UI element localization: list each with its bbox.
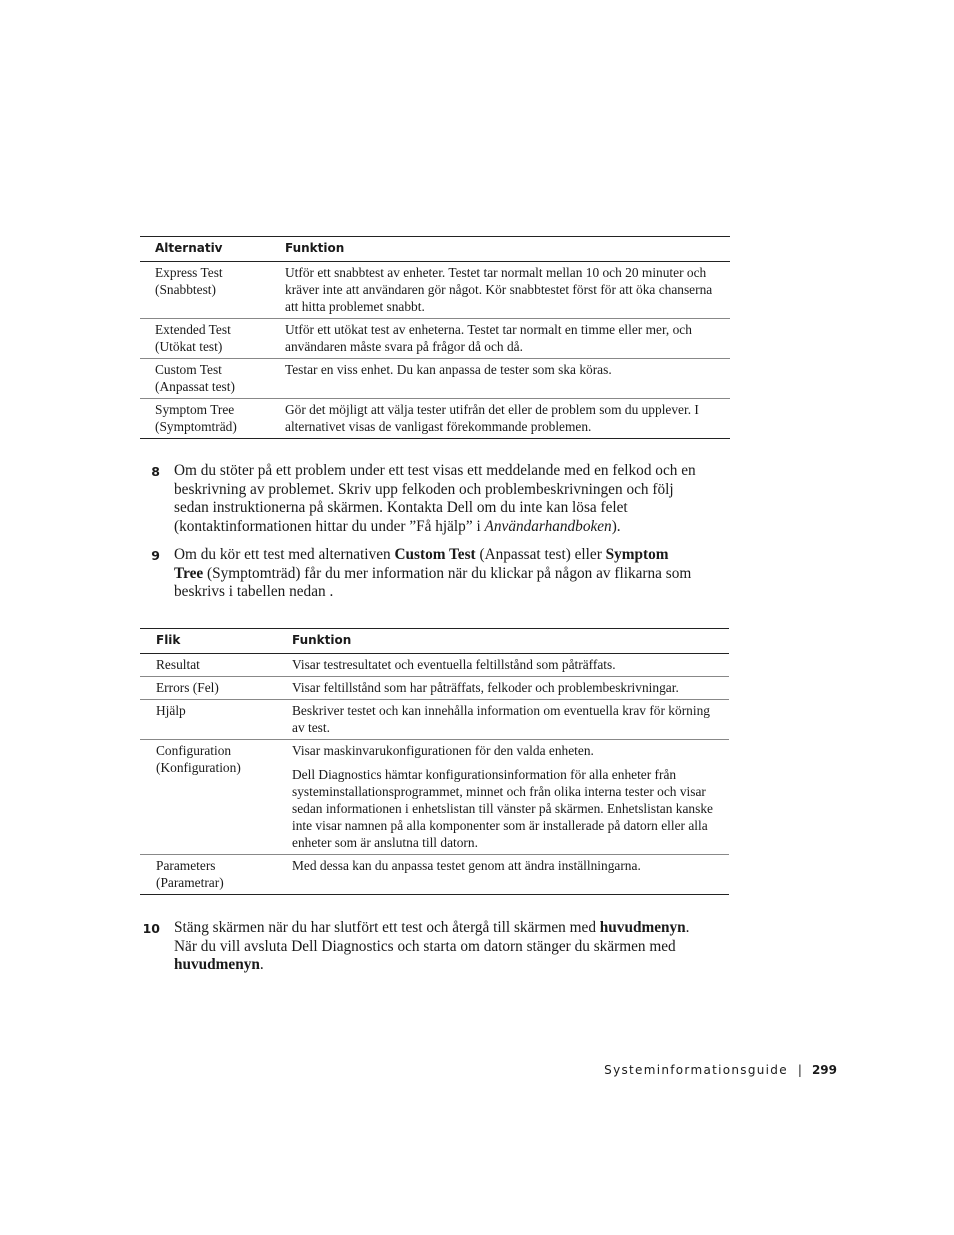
tab-cell: [140, 700, 292, 740]
step-9: [140, 546, 700, 602]
tab-cell: [140, 654, 292, 677]
tab-name: Resultat: [156, 657, 200, 672]
function-cell: [292, 740, 729, 855]
document-reference: Användarhandboken: [484, 517, 612, 535]
option-name: Custom Test: [155, 362, 222, 377]
option-term: Custom Test: [394, 546, 476, 563]
option-translation: (Symptomträd): [155, 419, 237, 434]
function-cell: [292, 700, 729, 740]
option-cell: [140, 359, 285, 399]
option-name: Express Test: [155, 265, 223, 280]
function-cell: Utför ett utökat test av enheterna. Testet tar normalt en timme eller mer, och användaren måste svara på frågor då och då.: [285, 319, 730, 359]
step-text-part: (Symptomträd) får du mer information när du klickar på någon av flikarna som beskrivs i tabellen nedan .: [174, 564, 692, 600]
option-cell: [140, 319, 285, 359]
function-cell: Gör det möjligt att välja tester utifrån det eller de problem som du upplever. I alternativet visas de vanligast förekommande problemen.: [285, 399, 730, 439]
column-header: Alternativ: [140, 237, 285, 262]
step-text-part: Stäng skärmen när du har slutfört ett test och återgå till skärmen med: [174, 919, 600, 936]
table-row: [140, 319, 730, 359]
option-translation: (Anpassat test): [155, 379, 235, 394]
step-8: [140, 462, 700, 536]
table-header-row: [140, 629, 729, 654]
step-number: 10: [142, 921, 160, 936]
option-translation: (Snabbtest): [155, 282, 216, 297]
options-table: [140, 236, 730, 439]
menu-term: huvudmenyn: [174, 956, 260, 973]
function-cell: [292, 855, 729, 895]
step-10: [140, 919, 700, 975]
tabs-table: [140, 628, 729, 895]
option-name: Extended Test: [155, 322, 231, 337]
option-cell: [140, 262, 285, 319]
step-text-part: ).: [611, 517, 621, 535]
table-row: [140, 700, 729, 740]
function-text: Visar maskinvarukonfigurationen för den valda enheten.: [292, 743, 594, 758]
tab-cell: [140, 855, 292, 895]
function-text: Med dessa kan du anpassa testet genom att ändra inställningarna.: [292, 858, 641, 873]
page-number: 299: [811, 1063, 837, 1077]
option-name: Symptom Tree: [155, 402, 235, 417]
function-text: Visar feltillstånd som har påträffats, felkoder och problembeskrivningar.: [292, 680, 679, 695]
step-text: [174, 919, 700, 975]
tab-cell: [140, 677, 292, 700]
footer-title: Systeminformationsguide: [604, 1063, 788, 1077]
step-number: 8: [151, 464, 160, 479]
tab-name: Hjälp: [156, 703, 186, 718]
tab-name: Parameters: [156, 858, 216, 873]
function-text: Beskriver testet och kan innehålla information om eventuella krav för körning av test.: [292, 703, 710, 735]
step-text: [174, 462, 700, 536]
page-footer: [560, 1063, 837, 1077]
menu-term: huvudmenyn: [599, 919, 686, 936]
tab-cell: [140, 740, 292, 855]
table-row: [140, 677, 729, 700]
option-translation: (Utökat test): [155, 339, 223, 354]
tab-name: Errors (Fel): [156, 680, 219, 695]
step-text-part: (Anpassat test) eller: [475, 546, 606, 563]
step-text-part: Om du kör ett test med alternativen: [174, 546, 395, 563]
column-header: Funktion: [292, 629, 729, 654]
table-row: [140, 855, 729, 895]
function-cell: [292, 677, 729, 700]
step-number: 9: [151, 548, 160, 563]
step-text: [174, 546, 700, 602]
function-text: Visar testresultatet och eventuella feltillstånd som påträffats.: [292, 657, 616, 672]
table-row: [140, 359, 730, 399]
tab-translation: (Konfiguration): [156, 760, 241, 775]
function-cell: Utför ett snabbtest av enheter. Testet tar normalt mellan 10 och 20 minuter och kräver inte att användaren gör något. Kör snabbtestet först för att öka chanserna att hitta problemet snabbt.: [285, 262, 730, 319]
table-row: [140, 740, 729, 855]
footer-separator: |: [797, 1063, 802, 1077]
table-row: [140, 262, 730, 319]
table-row: [140, 399, 730, 439]
column-header: Flik: [140, 629, 292, 654]
option-cell: [140, 399, 285, 439]
function-text: Dell Diagnostics hämtar konfigurationsinformation för alla enheter från systeminstallationsprogrammet, minnet och från olika interna tester och visar sedan informationen i enhetslistan till vänster på skärmen. Enhetslistan kanske inte visar namnen på alla komponenter som är installerade på datorn eller alla enheter som är anslutna till datorn.: [292, 767, 713, 850]
step-text-part: Om du stöter på ett problem under ett test visas ett meddelande med en felkod och en beskrivning av problemet. Skriv upp felkoden och problembeskrivningen och följ sedan instruktionerna på skärmen. Kontakta Dell om du inte kan lösa felet (kontaktinformationen hittar du under ”Få hjälp” i: [174, 462, 696, 535]
function-cell: Testar en viss enhet. Du kan anpassa de tester som ska köras.: [285, 359, 730, 399]
tab-translation: (Parametrar): [156, 875, 224, 890]
step-text-part: . När du vill avsluta Dell Diagnostics och starta om datorn stänger du skärmen med: [174, 919, 690, 955]
tab-name: Configuration: [156, 743, 232, 758]
option-term: Symptom Tree: [174, 546, 669, 582]
function-cell: [292, 654, 729, 677]
table-header-row: [140, 237, 730, 262]
table-row: [140, 654, 729, 677]
step-text-part: .: [259, 956, 264, 973]
column-header: Funktion: [285, 237, 730, 262]
